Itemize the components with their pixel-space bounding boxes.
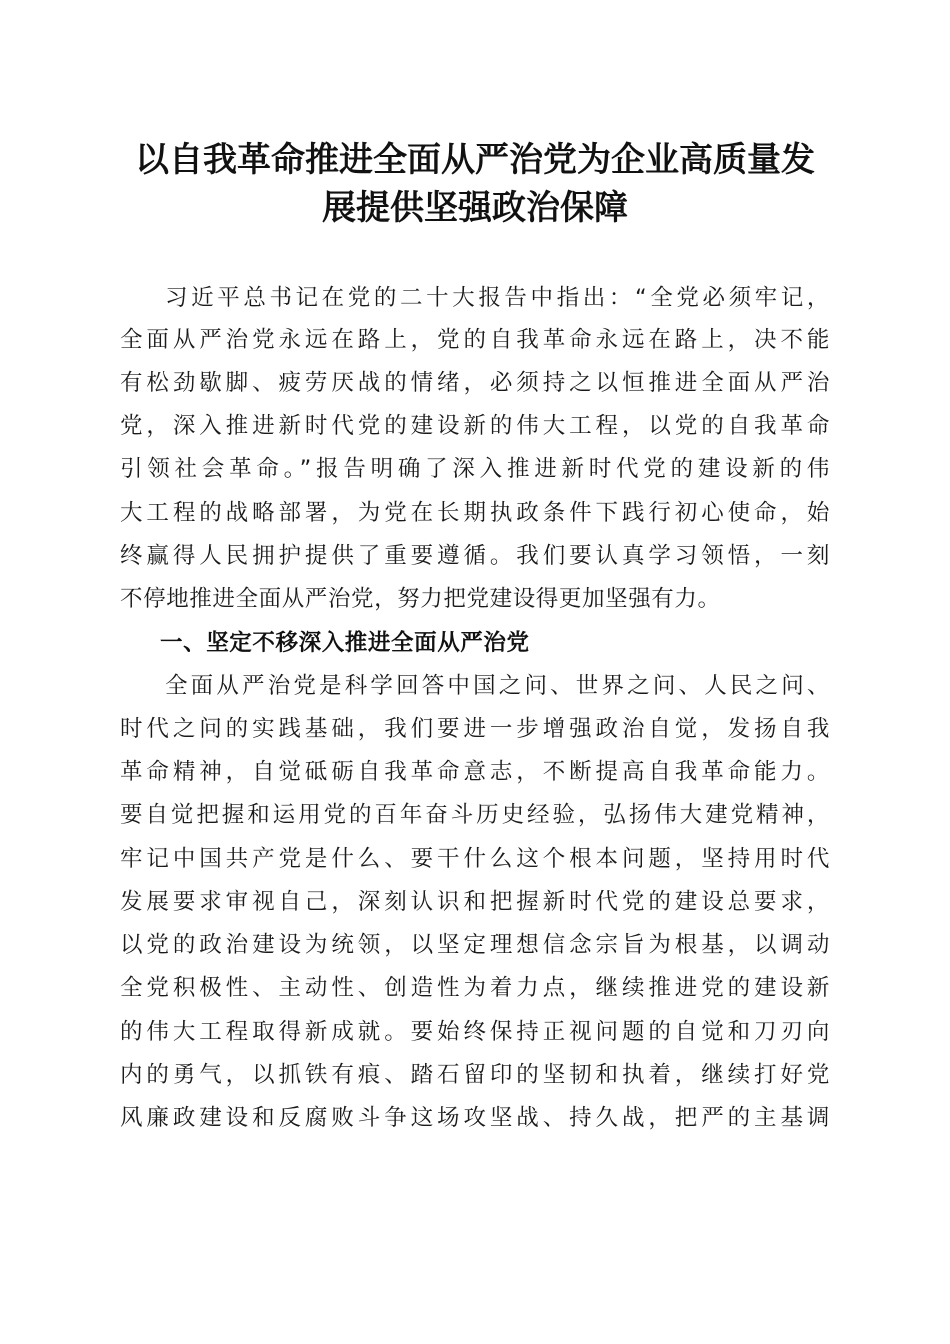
paragraph-line: 发展要求审视自己，深刻认识和把握新时代党的建设总要求， (120, 889, 830, 915)
paragraph-line: 全面从严治党是科学回答中国之问、世界之问、人民之问、 (165, 673, 830, 699)
paragraph-line: 习近平总书记在党的二十大报告中指出：“全党必须牢记， (165, 285, 830, 311)
paragraph-line: 内的勇气，以抓铁有痕、踏石留印的坚韧和执着，继续打好党 (120, 1062, 830, 1088)
paragraph-line: 有松劲歇脚、疲劳厌战的情绪，必须持之以恒推进全面从严治 (120, 370, 830, 396)
paragraph-line: 全党积极性、主动性、创造性为着力点，继续推进党的建设新 (120, 975, 830, 1001)
paragraph-line: 风廉政建设和反腐败斗争这场攻坚战、持久战，把严的主基调 (120, 1105, 830, 1131)
paragraph-line: 党，深入推进新时代党的建设新的伟大工程，以党的自我革命 (120, 413, 830, 439)
paragraph-line: 革命精神，自觉砥砺自我革命意志，不断提高自我革命能力。 (120, 759, 830, 785)
document-title-line-2: 展提供坚强政治保障 (322, 188, 628, 228)
paragraph-line: 要自觉把握和运用党的百年奋斗历史经验，弘扬伟大建党精神， (120, 802, 830, 828)
paragraph-line: 引领社会革命。”报告明确了深入推进新时代党的建设新的伟 (120, 456, 830, 482)
paragraph-line: 大工程的战略部署，为党在长期执政条件下践行初心使命，始 (120, 500, 830, 526)
paragraph-line: 的伟大工程取得新成就。要始终保持正视问题的自觉和刀刃向 (120, 1019, 830, 1045)
document-title-line-1: 以自我革命推进全面从严治党为企业高质量发 (135, 140, 815, 180)
paragraph-line: 时代之问的实践基础，我们要进一步增强政治自觉，发扬自我 (120, 716, 830, 742)
paragraph-line: 全面从严治党永远在路上，党的自我革命永远在路上，决不能 (120, 327, 830, 353)
paragraph-line: 不停地推进全面从严治党，努力把党建设得更加坚强有力。 (120, 586, 721, 612)
paragraph-line: 以党的政治建设为统领，以坚定理想信念宗旨为根基，以调动 (120, 932, 830, 958)
paragraph-line: 终赢得人民拥护提供了重要遵循。我们要认真学习领悟，一刻 (120, 543, 830, 569)
section-heading: 一、坚定不移深入推进全面从严治党 (160, 630, 530, 656)
paragraph-line: 牢记中国共产党是什么、要干什么这个根本问题，坚持用时代 (120, 846, 830, 872)
